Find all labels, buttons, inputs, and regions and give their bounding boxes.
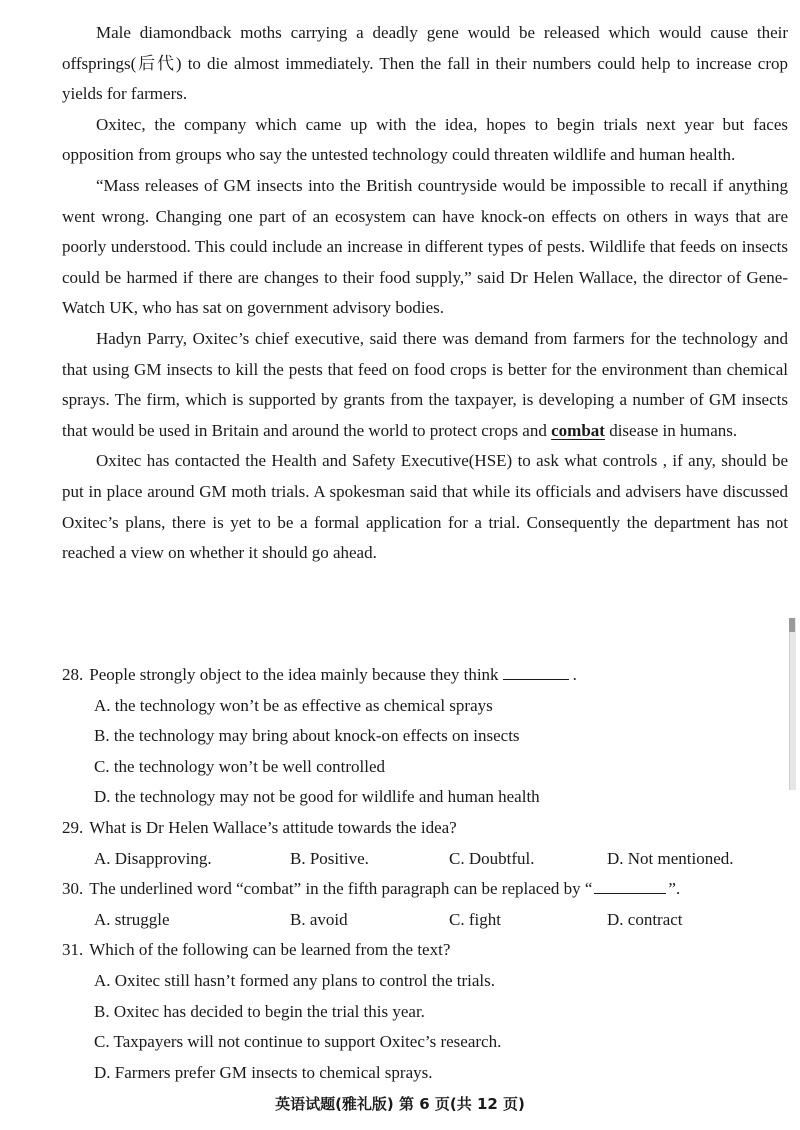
question-stem: What is Dr Helen Wallace’s attitude towards the idea? (89, 817, 457, 837)
option-29-b: B. Positive. (290, 848, 369, 868)
option-28-d: D. the technology may not be good for wildlife and human health (94, 787, 540, 807)
question-30 (62, 874, 792, 905)
reading-passage (62, 18, 788, 569)
option-30-d: D. contract (607, 909, 683, 929)
option-30-c: C. fight (449, 909, 501, 929)
paragraph-4-text: Hadyn Parry, Oxitec’s chief executive, said there was demand from farmers for the technology and that using GM insects to kill the pests that feed on food crops is better for the environment than chemical sprays. The firm, which is supported by grants from the taxpayer, is developing a number of GM insects that would be used in Britain and around the world to protect crops and (62, 328, 788, 440)
question-number: 28. (62, 665, 84, 684)
option-29-d: D. Not mentioned. (607, 848, 734, 868)
option-28-b: B. the technology may bring about knock-on effects on insects (94, 726, 520, 746)
question-31 (62, 935, 792, 966)
question-end: ”. (668, 879, 681, 899)
option-28-a: A. the technology won’t be as effective as chemical sprays (94, 695, 493, 715)
option-31-a: A. Oxitec still hasn’t formed any plans to control the trials. (94, 970, 495, 990)
answer-blank (594, 875, 666, 894)
question-stem: Which of the following can be learned from the text? (89, 940, 451, 960)
paragraph-3: “Mass releases of GM insects into the British countryside would be impossible to recall if anything went wrong. Changing one part of an ecosystem can have knock-on effects on others in ways that are poorly understood. This could include an increase in different types of pests. Wildlife that feeds on insects could be harmed if there are changes to their food supply,” said Dr Helen Wallace, the director of Gene-Watch UK, who has sat on government advisory bodies. (62, 175, 788, 318)
page-footer: 英语试题(雅礼版) 第 6 页(共 12 页) (275, 1095, 525, 1113)
question-28 (62, 660, 792, 691)
options-30-row (62, 905, 792, 936)
option-31-c: C. Taxpayers will not continue to support Oxitec’s research. (94, 1032, 502, 1052)
paragraph-4 (62, 324, 788, 446)
question-number: 29. (62, 817, 84, 837)
paragraph-1: Male diamondback moths carrying a deadly gene would be released which would cause their offsprings(后代) to die almost immediately. Then the fall in their numbers could help to increase crop yields for farmers. (62, 23, 788, 104)
option-30-b: B. avoid (290, 909, 348, 929)
scrollbar-track[interactable] (789, 618, 796, 790)
option-30-a: A. struggle (94, 909, 170, 929)
option-31-b: B. Oxitec has decided to begin the trial this year. (94, 1001, 425, 1021)
question-number: 30. (62, 879, 84, 899)
question-number: 31. (62, 940, 84, 960)
paragraph-2: Oxitec, the company which came up with the idea, hopes to begin trials next year but faces opposition from groups who say the untested technology could threaten wildlife and human health. (62, 114, 788, 165)
option-31-d: D. Farmers prefer GM insects to chemical sprays. (94, 1062, 433, 1082)
question-29 (62, 813, 792, 844)
option-28-c: C. the technology won’t be well controlled (94, 756, 385, 776)
answer-blank (503, 661, 569, 680)
question-stem: The underlined word “combat” in the fifth paragraph can be replaced by “ (89, 879, 593, 899)
option-29-a: A. Disapproving. (94, 848, 212, 868)
underlined-word-combat: combat (551, 420, 605, 440)
paragraph-4-tail: disease in humans. (604, 420, 738, 440)
scrollbar-thumb[interactable] (789, 618, 795, 632)
question-stem: People strongly object to the idea mainly because they think (89, 665, 499, 684)
question-end: . (572, 665, 577, 684)
question-section (62, 660, 792, 1088)
options-29-row (62, 844, 792, 875)
paragraph-5: Oxitec has contacted the Health and Safety Executive(HSE) to ask what controls , if any, should be put in place around GM moth trials. A spokesman said that while its officials and advisers have discussed Oxitec’s plans, there is yet to be a formal application for a trial. Consequently the department has not reached a view on whether it should go ahead. (62, 451, 788, 563)
option-29-c: C. Doubtful. (449, 848, 535, 868)
